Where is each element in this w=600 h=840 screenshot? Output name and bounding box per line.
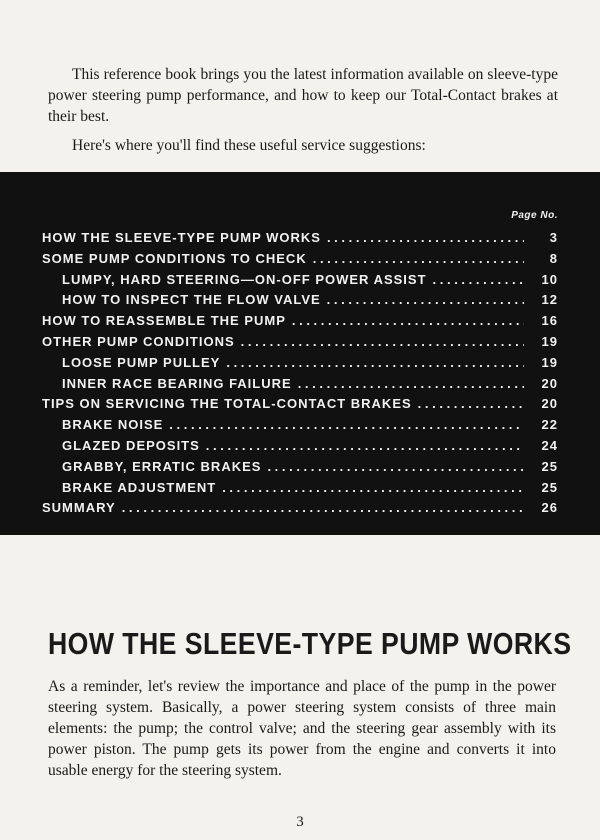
toc-leader-dots <box>327 230 524 245</box>
table-of-contents <box>0 172 600 535</box>
toc-entry-title: LUMPY, HARD STEERING—ON-OFF POWER ASSIST <box>62 271 427 287</box>
toc-entry <box>42 376 558 397</box>
toc-entry-page: 20 <box>541 396 558 412</box>
section-heading: HOW THE SLEEVE-TYPE PUMP WORKS <box>48 626 572 661</box>
toc-entry-page: 22 <box>541 417 558 433</box>
toc-leader-dots <box>313 251 524 266</box>
toc-entry-title: LOOSE PUMP PULLEY <box>62 354 221 370</box>
toc-entry <box>42 396 558 417</box>
toc-leader-dots <box>241 334 524 349</box>
toc-entry-page: 25 <box>541 479 558 495</box>
page-number: 3 <box>296 814 304 830</box>
toc-entry-page: 19 <box>541 354 558 370</box>
toc-leader-dots <box>206 438 524 453</box>
toc-leader-dots <box>418 396 524 411</box>
toc-entry <box>42 480 558 501</box>
toc-entry <box>42 313 558 334</box>
toc-list <box>42 230 558 521</box>
toc-leader-dots <box>122 500 524 515</box>
toc-entry-page: 8 <box>549 250 558 266</box>
toc-entry <box>42 438 558 459</box>
toc-entry <box>42 500 558 521</box>
toc-entry-title: HOW TO INSPECT THE FLOW VALVE <box>62 292 321 308</box>
toc-leader-dots <box>222 480 524 495</box>
toc-entry-page: 26 <box>541 500 558 516</box>
toc-leader-dots <box>226 355 524 370</box>
toc-entry <box>42 272 558 293</box>
toc-entry-title: SUMMARY <box>42 500 116 516</box>
toc-entry-page: 24 <box>541 437 558 453</box>
toc-entry-title: GLAZED DEPOSITS <box>62 437 200 453</box>
toc-entry <box>42 459 558 480</box>
toc-leader-dots <box>292 313 524 328</box>
toc-leader-dots <box>433 272 524 287</box>
toc-entry <box>42 230 558 251</box>
toc-entry-page: 20 <box>541 375 558 391</box>
toc-entry-page: 25 <box>541 458 558 474</box>
toc-entry <box>42 355 558 376</box>
page-no-header: Page No. <box>511 210 558 221</box>
toc-entry <box>42 292 558 313</box>
toc-entry-page: 16 <box>541 313 558 329</box>
toc-entry-page: 3 <box>549 230 558 245</box>
toc-entry-title: GRABBY, ERRATIC BRAKES <box>62 458 262 474</box>
toc-entry-title: HOW TO REASSEMBLE THE PUMP <box>42 313 286 329</box>
toc-leader-dots <box>267 459 524 474</box>
toc-leader-dots <box>298 376 524 391</box>
toc-entry <box>42 251 558 272</box>
intro <box>48 64 558 156</box>
toc-entry-title: OTHER PUMP CONDITIONS <box>42 333 235 349</box>
toc-leader-dots <box>169 417 524 432</box>
toc-entry-page: 12 <box>541 292 558 308</box>
toc-entry-title: BRAKE NOISE <box>62 417 164 433</box>
toc-entry-title: BRAKE ADJUSTMENT <box>62 479 217 495</box>
section-body: As a reminder, let's review the importance and place of the pump in the power steering system. Basically, a power steering system consists of three main elements: the pump; the control valve; and the steering gear assembly with its power piston. The pump gets its power from the engine and converts it into usable energy for the steering system. <box>48 678 556 779</box>
toc-entry <box>42 417 558 438</box>
intro-paragraph-2: Here's where you'll find these useful service suggestions: <box>72 137 426 154</box>
toc-entry-title: HOW THE SLEEVE-TYPE PUMP WORKS <box>42 230 321 245</box>
toc-entry-page: 19 <box>541 333 558 349</box>
toc-entry-title: SOME PUMP CONDITIONS TO CHECK <box>42 250 307 266</box>
toc-entry <box>42 334 558 355</box>
intro-paragraph-1: This reference book brings you the latest information available on sleeve-type power steering pump performance, and how to keep our Total-Contact brakes at their best. <box>48 66 558 125</box>
toc-entry-title: INNER RACE BEARING FAILURE <box>62 375 292 391</box>
toc-leader-dots <box>327 292 524 307</box>
toc-entry-page: 10 <box>541 271 558 287</box>
toc-entry-title: TIPS ON SERVICING THE TOTAL-CONTACT BRAKES <box>42 396 412 412</box>
